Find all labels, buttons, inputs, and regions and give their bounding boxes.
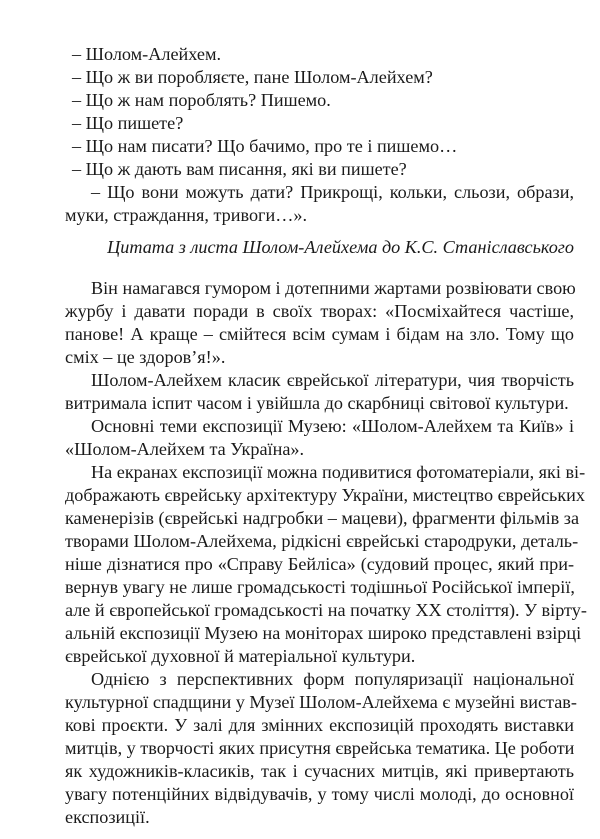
paragraph-line: Шолом-Алейхем класик єврейської літератури, чия творчість [91, 370, 574, 390]
dialogue-line: муки, страждання, тривоги…». [65, 205, 308, 225]
paragraph-line: каменерізів (єврейські надгробки – мацеви), фрагменти фільмів за [65, 508, 580, 528]
dialogue-line: – Що ж дають вам писання, які ви пишете? [72, 159, 407, 179]
paragraph-line: вернув увагу не лише громадськості тодішньої Російської імперії, [65, 577, 575, 597]
paragraph-line: «Шолом-Алейхем та Україна». [65, 439, 305, 459]
paragraph-line: дображають єврейську архітектуру України, мистецтво єврейських [65, 485, 585, 505]
paragraph-line: але й європейської громадськості на початку ХХ століття). У вірту- [65, 600, 587, 620]
paragraph-line: сміх – це здоров’я!». [65, 347, 226, 367]
dialogue-line: – Що вони можуть дати? Прикрощі, кольки, сльози, образи, [91, 182, 574, 202]
paragraph-line: альній експозиції Музею на моніторах широко представлені взірці [65, 623, 582, 643]
dialogue-line: – Що ж ви поробляєте, пане Шолом-Алейхем? [72, 67, 433, 87]
paragraph-line: експозиції. [65, 807, 150, 827]
quote-caption: Цитата з листа Шолом-Алейхема до К.С. Станіславського [107, 237, 574, 257]
dialogue-line: – Що пишете? [72, 113, 184, 133]
paragraph-line: увагу потенційних відвідувачів, у тому числі молоді, до основної [65, 784, 574, 804]
dialogue-line: – Шолом-Алейхем. [72, 44, 222, 64]
paragraph-line: ніше дізнатися про «Справу Бейліса» (судовий процес, який при- [65, 554, 574, 574]
paragraph-line: митців, у творчості яких присутня єврейська тематика. Це роботи [65, 738, 575, 758]
dialogue-line: – Що ж нам пороблять? Пишемо. [72, 90, 331, 110]
paragraph-line: Однією з перспективних форм популяризації національної [91, 669, 574, 689]
paragraph-line: культурної спадщини у Музеї Шолом-Алейхема є музейні вистав- [65, 692, 577, 712]
dialogue-line: – Що нам писати? Що бачимо, про те і пишемо… [72, 136, 458, 156]
paragraph-line: панове! А краще – смійтеся всім сумам і бідам на зло. Тому що [65, 324, 574, 344]
paragraph-line: Він намагався гумором і дотепними жартами розвіювати свою [91, 278, 576, 298]
paragraph-line: витримала іспит часом і увійшла до скарбниці світової культури. [65, 393, 569, 413]
paragraph-line: кові проєкти. У залі для змінних експозицій проходять виставки [65, 715, 574, 735]
paragraph-line: Основні теми експозиції Музею: «Шолом-Алейхем та Київ» і [91, 416, 574, 436]
paragraph-line: На екранах експозиції можна подивитися фотоматеріали, які ві- [91, 462, 586, 482]
paragraph-line: творами Шолом-Алейхема, рідкісні єврейські стародруки, деталь- [65, 531, 579, 551]
paragraph-line: журбу і давати поради в своїх творах: «Посміхайтеся частіше, [65, 301, 574, 321]
paragraph-line: єврейської духовної й матеріальної культури. [65, 646, 416, 666]
paragraph-line: як художників-класиків, так і сучасних митців, які привертають [65, 761, 574, 781]
